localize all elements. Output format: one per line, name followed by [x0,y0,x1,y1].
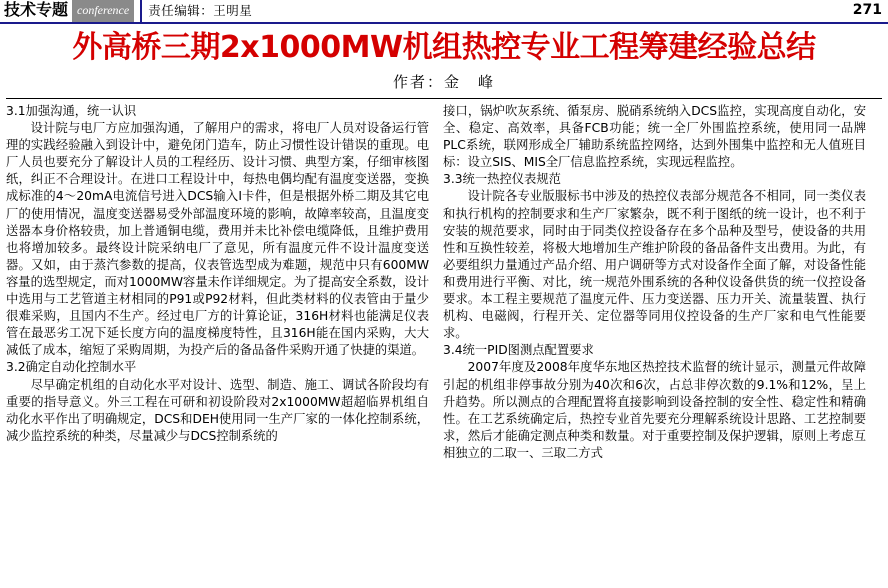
page-title: 外高桥三期2x1000MW机组热控专业工程筹建经验总结 [72,30,816,65]
section-heading: 3.3统一热控仪表规范 [443,172,561,187]
body-paragraph: 2007年度及2008年度华东地区热控技术监督的统计显示，测量元件故障引起的机组非停事故分别为40次和6次，占总非停次数的9.1%和12%，呈上升趋势。所以测点的合理配置将直接影响到设备控制的安全性、稳定性和精确性。在工艺系统确定后，热控专业首先要充分理解系统设计思路、工艺控制要求，然后才能确定测点种类和数量。对于重要控制及保护逻辑，原则上考虑互相独立的二取一、三取二方式 [443,360,866,460]
body-paragraph: 设计院各专业版服标书中涉及的热控仪表部分规范各不相同，同一类仪表和执行机构的控制要求和生产厂家繁杂，既不利于图纸的统一设计，也不利于安装的规范要求，同时由于同类仪控设备存在多个品种及型号，使设备的共用性和互换性较差，将极大地增加生产维护阶段的备品备件支出费用。为此，有必要组织力量通过产品介绍、用户调研等方式对设备作全面了解，对设备性能和费用进行平衡、对比，统一规范外围系统的各种仪设备供货的统一仪控设备要求。本工程主要规范了温度元件、压力变送器、压力开关、流量装置、执行机构、电磁阀，行程开关、定位器等同用仪控设备的生产厂家和电气性能要求。 [443,189,866,341]
body-paragraph: 尽早确定机组的自动化水平对设计、选型、制造、施工、调试各阶段均有重要的指导意义。外三工程在可研和初设阶段对2x1000MW超超临界机组自动化水平作出了明确规定，DCS和DEH使用同一生产厂家的一体化控制系统，减少监控系统的种类，尽量减少与DCS控制系统的 [6,377,429,443]
section-heading: 3.1加强沟通，统一认识 [6,104,137,118]
column-left [6,103,429,462]
article-body [0,99,888,462]
section-heading: 3.4统一PID图测点配置要求 [443,343,594,358]
body-paragraph: 设计院与电厂方应加强沟通，了解用户的需求，将电厂人员对设备运行管理的实践经验融入到设计中，避免闭门造车，防止习惯性设计错误的重现。电厂人员也要充分了解设计人员的工程经历、设计习惯、典型方案，仔细审核图纸，纠正不合理设计。在进口工程设计中，每热电偶均配有温度变送器，变换成标准的4～20mA电流信号进入DCS输入I卡件，但是根据外桥二期及其它电厂的使用情况，温度变送器易受外部温度环境的影响，故障率较高，且温度变送器本身价格较贵，加上普通铜电缆，费用并未比补偿电缆降低，且维护费用也将增加较多。最终设计院采纳电厂了意见，所有温度元件不设计温度变送器。又如，由于蒸汽参数的提高，仪表管选型成为难题，规范中只有600MW容量的选型规定，而对1000MW容量未作详细规定。为了提高安全系数，设计中选用与工艺管道主材相同的P91或P92材料，但此类材料的仪表管由于量少很难采购，且国内不生产。经过电厂方的计算论证，316H材料也能满足仪表管在最恶劣工况下延长度方向的温度梯度特性，且316H能在国内采购，大大减低了成本，缩短了采购周期，为投产后的备品备件采购开通了快捷的渠道。 [6,121,429,358]
section-heading: 3.2确定自动化控制水平 [6,360,137,375]
header-brand: 技术专题 [4,0,69,19]
header-spacer [252,0,853,22]
header-tag: conference [72,0,134,22]
header-divider [140,0,142,22]
header-editor: 责任编辑：王明星 [148,3,253,18]
title-block [0,24,888,92]
page-number: 271 [852,2,882,18]
author-line: 作者：金 峰 [392,73,495,91]
body-paragraph: 接口，锅炉吹灰系统、循泵房、脱硝系统纳入DCS监控，实现高度自动化，安全、稳定、高效率，具备FCB功能；统一全厂外围监控系统，使用同一品牌PLC系统，联网形成全厂辅助系统监控网络，达到外围集中监控和无人值班目标：设立SIS、MIS全厂信息监控系统，实现远程监控。 [443,104,866,170]
column-right [443,103,866,462]
page-header [0,0,888,24]
